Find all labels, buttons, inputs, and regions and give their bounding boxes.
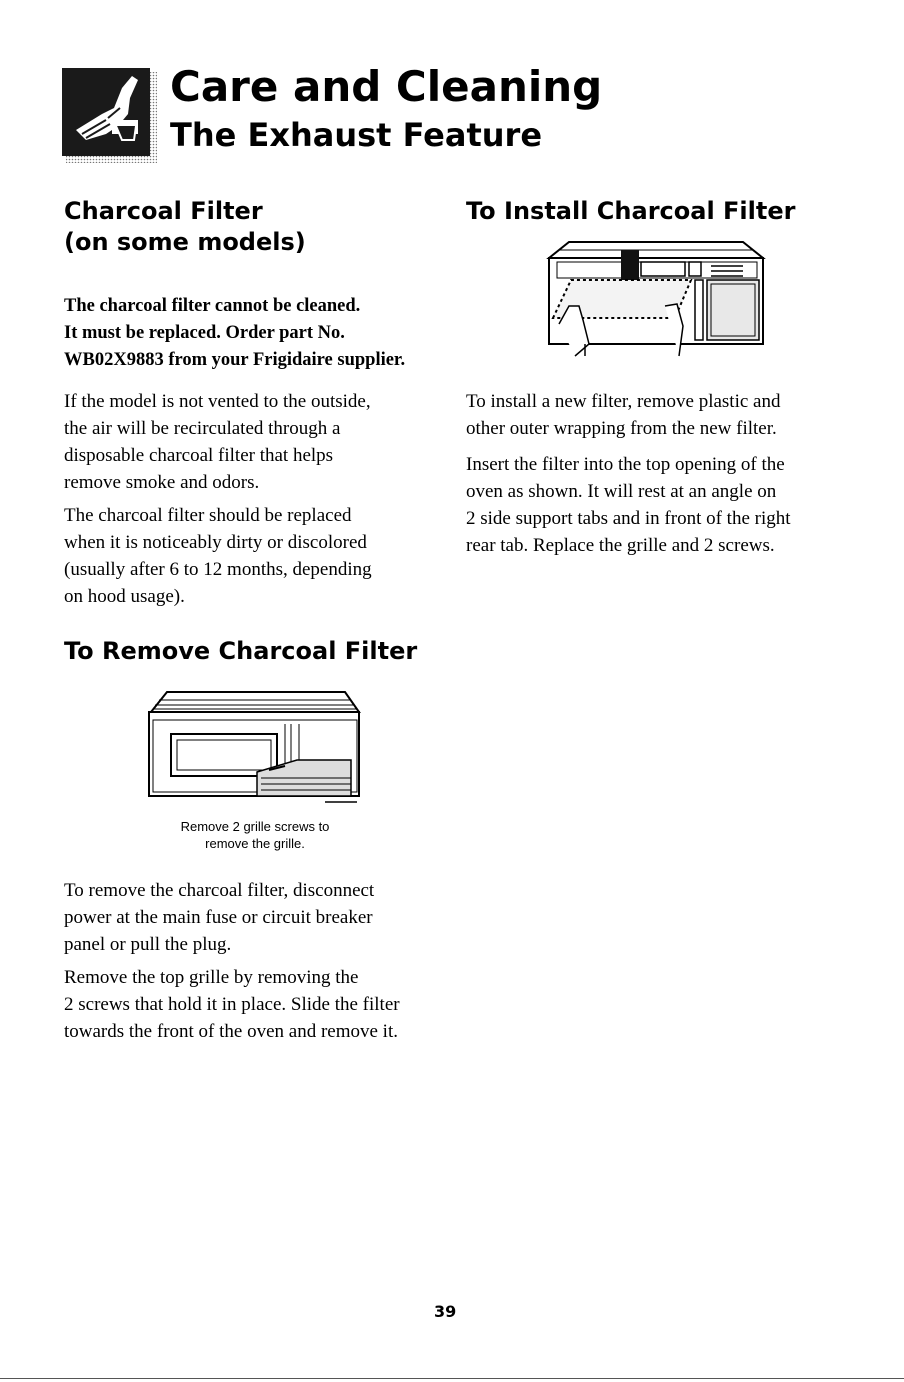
notice-line-2: It must be replaced. Order part No. bbox=[64, 323, 345, 343]
remove-grille-illustration bbox=[145, 690, 365, 808]
hand-cleaning-icon bbox=[62, 68, 157, 163]
page-title: Care and Cleaning bbox=[170, 62, 603, 111]
text-line: on hood usage). bbox=[64, 586, 185, 607]
page-number: 39 bbox=[434, 1302, 457, 1321]
remove-filter-heading: To Remove Charcoal Filter bbox=[64, 637, 418, 665]
caption-line-1: Remove 2 grille screws to bbox=[180, 819, 330, 834]
text-line: other outer wrapping from the new filter. bbox=[466, 418, 777, 439]
text-line: power at the main fuse or circuit breaker bbox=[64, 907, 373, 928]
charcoal-filter-paragraph-2 bbox=[64, 502, 372, 610]
text-line: (usually after 6 to 12 months, depending bbox=[64, 559, 372, 580]
text-line: remove smoke and odors. bbox=[64, 472, 260, 493]
text-line: when it is noticeably dirty or discolored bbox=[64, 532, 367, 553]
text-line: panel or pull the plug. bbox=[64, 934, 232, 955]
text-line: oven as shown. It will rest at an angle on bbox=[466, 481, 777, 502]
text-line: 2 screws that hold it in place. Slide the filter bbox=[64, 994, 400, 1015]
install-filter-illustration bbox=[545, 240, 767, 358]
text-line: the air will be recirculated through a bbox=[64, 418, 341, 439]
bottom-rule bbox=[0, 1378, 904, 1379]
caption-line-2: remove the grille. bbox=[205, 836, 305, 851]
install-filter-heading: To Install Charcoal Filter bbox=[466, 197, 796, 225]
text-line: If the model is not vented to the outside, bbox=[64, 391, 371, 412]
text-line: disposable charcoal filter that helps bbox=[64, 445, 334, 466]
charcoal-filter-heading bbox=[64, 196, 306, 258]
text-line: To install a new filter, remove plastic and bbox=[466, 391, 781, 412]
text-line: rear tab. Replace the grille and 2 screws. bbox=[466, 535, 775, 556]
charcoal-filter-heading-line1: Charcoal Filter bbox=[64, 197, 263, 225]
text-line: 2 side support tabs and in front of the right bbox=[466, 508, 791, 529]
remove-filter-paragraph-1 bbox=[64, 877, 374, 958]
text-line: To remove the charcoal filter, disconnect bbox=[64, 880, 375, 901]
remove-grille-caption bbox=[140, 818, 370, 852]
charcoal-filter-notice bbox=[64, 293, 405, 374]
install-filter-paragraph-2 bbox=[466, 451, 791, 559]
remove-filter-paragraph-2 bbox=[64, 964, 400, 1045]
charcoal-filter-paragraph-1 bbox=[64, 388, 371, 496]
install-filter-paragraph-1 bbox=[466, 388, 780, 442]
notice-line-3: WB02X9883 from your Frigidaire supplier. bbox=[64, 350, 406, 370]
notice-line-1: The charcoal filter cannot be cleaned. bbox=[64, 296, 361, 316]
text-line: Remove the top grille by removing the bbox=[64, 967, 359, 988]
text-line: Insert the filter into the top opening of the bbox=[466, 454, 785, 475]
text-line: towards the front of the oven and remove it. bbox=[64, 1021, 398, 1042]
charcoal-filter-heading-line2: (on some models) bbox=[64, 228, 306, 256]
text-line: The charcoal filter should be replaced bbox=[64, 505, 352, 526]
page-subtitle: The Exhaust Feature bbox=[170, 116, 543, 154]
